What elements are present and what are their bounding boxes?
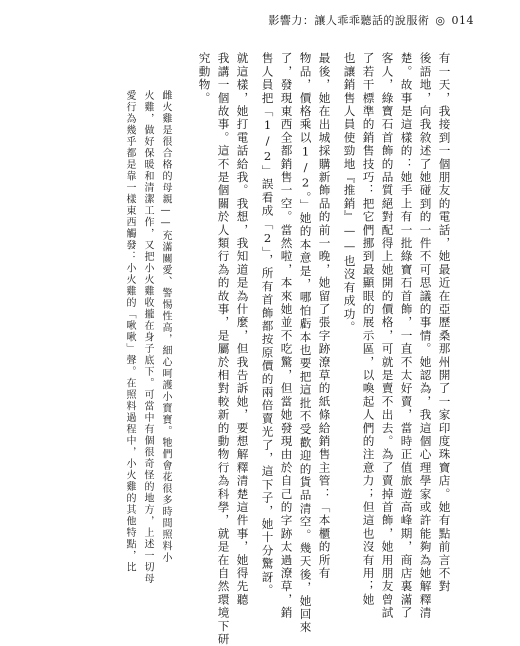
separator-symbol: ◎	[435, 13, 446, 27]
book-title: 影響力：讓人乖乖聽話的說服術	[268, 14, 430, 27]
running-header	[268, 12, 474, 28]
text-column: 我講一個故事。這不是個關於人類行為的故事，是屬於相對較新的動物行為科學，就是在自然環境下研	[216, 52, 231, 646]
text-column: 也讓銷售人員使勁地『推銷』——也沒有成功。	[342, 52, 357, 334]
page-number: 014	[451, 13, 474, 27]
quote-column: 雌火雞是很合格的母親——充滿關愛、警惕性高，細心呵護小寶寶。牠們會花很多時間照料小	[160, 90, 171, 564]
quote-column: 愛行為幾乎都是靠一樣東西觸發：小火雞的「啾啾」聲。在照料過程中，小火雞的其他特點，比	[124, 90, 135, 573]
text-column: 售人員把「1/2」誤看成「2」，所有首飾都按原價的兩倍賣光了，這下子，她十分驚訝。	[260, 52, 275, 597]
text-column: 後語地，向我敘述了她碰到的一件不可思議的事情。她認為，我這個心理學家或許能夠為她解釋清	[418, 52, 433, 620]
text-column: 最後，她在出城採購新飾品的前一晚，她留了張字跡潦草的紙條給銷售主管：「本櫃的所有	[317, 52, 332, 580]
text-column: 有一天，我接到一個朋友的電話，她最近在亞歷桑那州開了一家印度珠寶店。她有點前言不對	[437, 52, 452, 594]
quote-column: 火雞，做好保暖和清潔工作，又把小火雞收攏在身子底下。可當中有個很奇怪的地方，上述一切母	[142, 90, 153, 585]
text-column: 究動物。	[197, 52, 212, 105]
text-column: 了若干標準的銷售技巧：把它們挪到最顯眼的展示區，以喚起人們的注意力；但這也沒有用；她	[361, 52, 376, 607]
text-column: 物品，價格乘以1/2。」她的本意是，哪怕虧本也要把這批不受歡迎的貨品清空。幾天後，她回來	[298, 52, 313, 635]
text-column: 楚。故事是這樣的：她手上有一批綠寶石首飾，一直不太好賣，當時正值旅遊高峰期，商店裏滿了	[399, 52, 414, 620]
text-column: 就這樣，她打電話給我。我想，我知道是為什麼，但我告訴她，要想解釋清楚這件事，她得先聽	[235, 52, 250, 607]
text-column: 了，發現東西全都銷售一空。當然啦，本來她並不吃驚，但當她發現由於自己的字跡太過潦草，銷	[279, 52, 294, 620]
text-column: 客人，綠寶石首飾的品質絕對配得上她開的價格，可就是賣不出去。為了賣掉首飾，她用朋友曾試	[380, 52, 395, 620]
